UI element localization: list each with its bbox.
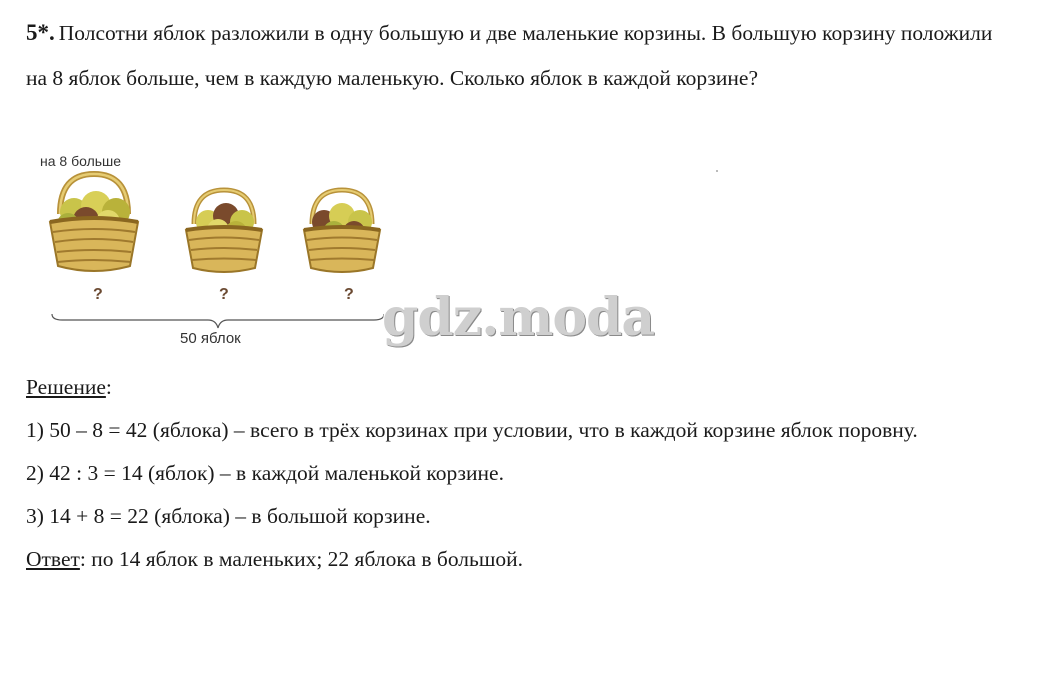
- basket-diagram: [30, 148, 400, 353]
- answer-text: : по 14 яблок в маленьких; 22 яблока в большой.: [79, 547, 524, 571]
- unknown-count-mark: ?: [344, 286, 354, 303]
- unknown-count-mark: ?: [219, 286, 229, 303]
- watermark: gdz.moda: [382, 287, 655, 348]
- solution-heading: Решение:: [26, 375, 112, 399]
- solution: [26, 366, 1026, 581]
- solution-step: 2) 42 : 3 = 14 (яблок) – в каждой маленькой корзине.: [26, 461, 504, 485]
- total-label: 50 яблок: [180, 330, 241, 347]
- answer-label: Ответ: [26, 547, 80, 571]
- unknown-count-mark: ?: [93, 286, 103, 303]
- solution-step: 1) 50 – 8 = 42 (яблока) – всего в трёх корзинах при условии, что в каждой корзине яблок поровну.: [26, 418, 918, 442]
- answer: [26, 538, 1026, 581]
- problem-number: 5*.: [26, 20, 55, 45]
- problem-statement: [26, 10, 1016, 101]
- big-basket-image: [46, 170, 142, 278]
- difference-label: на 8 больше: [40, 153, 122, 169]
- total-brace: [50, 308, 386, 330]
- small-basket-image: [300, 186, 384, 278]
- stray-dot: [716, 170, 718, 172]
- problem-text: Полсотни яблок разложили в одну большую и две маленькие корзины. В большую корзину положили на 8 яблок больше, чем в каждую маленькую. Сколько яблок в каждой корзине?: [26, 21, 993, 90]
- solution-step: 3) 14 + 8 = 22 (яблока) – в большой корзине.: [26, 504, 431, 528]
- small-basket-image: [182, 186, 266, 278]
- solution-heading-label: Решение: [26, 375, 106, 399]
